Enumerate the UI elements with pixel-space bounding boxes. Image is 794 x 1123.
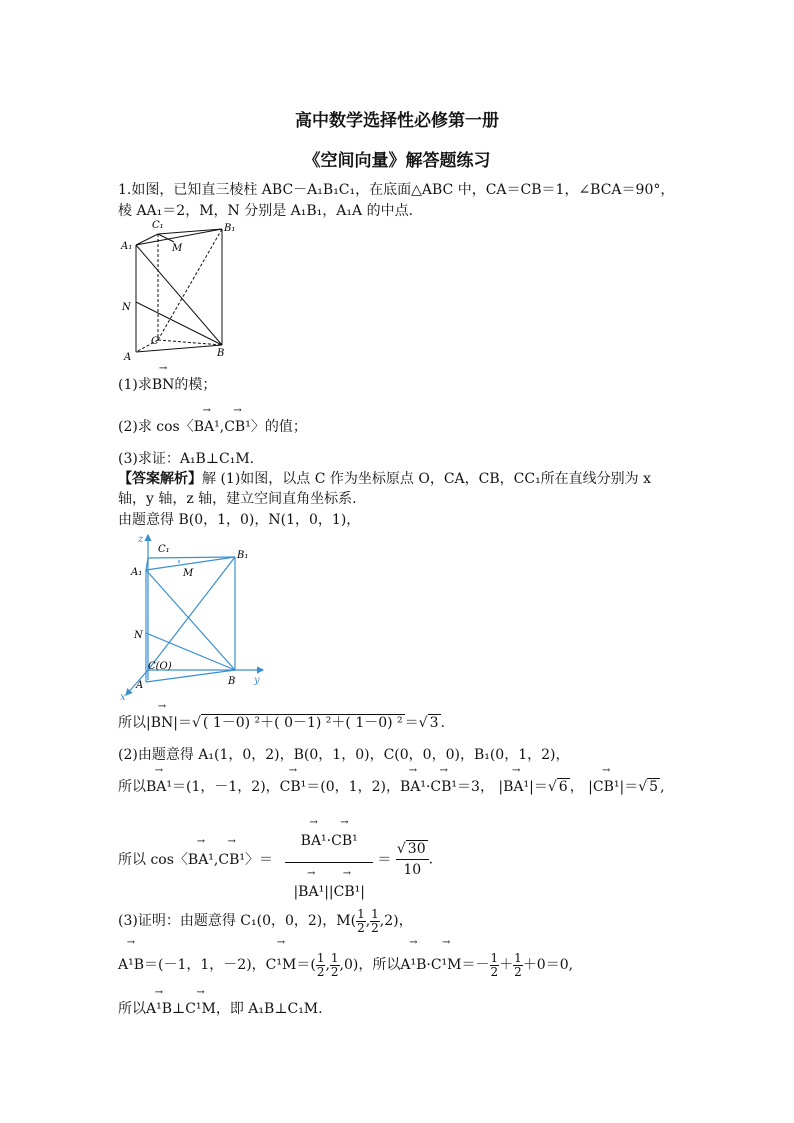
sol3-dot-a1b: → A¹B <box>400 950 426 980</box>
vector-bn: → BN <box>152 376 175 394</box>
fig1-label-a1: A₁ <box>121 241 133 252</box>
sol3-final-c1m: → C¹M <box>185 1000 216 1018</box>
solution-3-line-2 <box>118 950 573 980</box>
frac-num: 1 <box>357 906 365 921</box>
solution-3-line-1 <box>118 906 413 936</box>
answer-tag: 【答案解析】 <box>118 471 202 487</box>
sol1-result: 3 <box>429 715 439 731</box>
fig2-label-a: A <box>136 680 144 691</box>
fig2-label-co: C(O) <box>148 661 172 672</box>
sol3-prefix: (3)证明：由题意得 C₁(0，0，2)，M( <box>118 913 357 929</box>
sol3-half-4 <box>330 952 340 979</box>
sol2-mag2: 5 <box>649 779 659 795</box>
sol3-dot: · <box>426 957 431 973</box>
sol3-perp: ⊥ <box>172 1001 186 1017</box>
fig1-label-c: C <box>151 336 159 347</box>
sol2-result-fraction <box>396 839 429 880</box>
sol2-big-den: |→ BA¹||→ CB¹| <box>285 863 373 903</box>
sol3-c1m-post: ,0)，所以 <box>339 957 401 973</box>
sol2-num-cb1: → CB¹ <box>331 830 358 852</box>
sol3-half-5 <box>490 952 500 979</box>
fig2-axis-z: z <box>138 534 144 545</box>
frac-den: 2 <box>371 920 379 935</box>
sol3-dot-tail: ＋0＝0, <box>522 957 574 973</box>
sol3-half-2 <box>370 908 380 935</box>
sol2-result-num: √ 30 <box>396 839 429 860</box>
solution-2-line-1: (2)由题意得 A₁(1，0，2)，B(0，1，0)，C(0，0，0)，B₁(0，1，2)， <box>118 747 570 763</box>
sol2-cos-lhs <box>118 849 273 871</box>
sol2-dot: · <box>425 779 431 795</box>
fig1-label-b: B <box>217 348 225 359</box>
sol2-cos-cb1: → CB¹ <box>218 849 245 871</box>
sol2-prefix: 所以 <box>118 779 146 795</box>
frac-den: 2 <box>357 920 365 935</box>
frac-den: 2 <box>490 964 499 979</box>
sol1-mid: |＝ <box>173 715 192 731</box>
sol2-big-fraction <box>285 816 373 903</box>
vector-cb1: → CB¹ <box>224 418 251 436</box>
frac-num: 1 <box>371 906 379 921</box>
sol3-comma-2: , <box>325 957 330 973</box>
frac-num: 1 <box>514 950 522 965</box>
fig2-label-m: M <box>183 568 194 579</box>
sol2-dot-ba1: → BA¹ <box>400 778 426 796</box>
page-title: 高中数学选择性必修第一册 <box>295 111 499 131</box>
sol1-prefix: 所以| <box>118 715 151 731</box>
sol3-comma: , <box>365 913 371 929</box>
question-2 <box>118 418 307 436</box>
sol2-den-ba1: → BA¹ <box>298 881 324 903</box>
fig1-label-b1: B₁ <box>224 223 236 234</box>
sol3-line1-suffix: ,2)， <box>379 913 413 929</box>
sol3-half-3 <box>316 952 326 979</box>
problem-line-2: 棱 AA₁＝2，M，N 分别是 A₁B₁，A₁A 的中点. <box>118 203 414 219</box>
sol2-cos-prefix: 所以 cos〈 <box>118 851 188 868</box>
frac-den: 2 <box>330 964 339 979</box>
sol2-mag1-eq: |＝ <box>529 779 548 795</box>
sol2-big-num <box>285 816 373 863</box>
frac-den: 2 <box>316 964 325 979</box>
sol3-plus: ＋ <box>499 957 514 973</box>
frac-num: 1 <box>490 950 499 965</box>
sol2-num-dot: · <box>326 833 332 849</box>
q1-prefix: (1)求 <box>118 377 152 393</box>
sol3-c1m-pre: ＝( <box>296 957 316 973</box>
sol2-dot-value: ＝3， <box>457 779 494 795</box>
sol2-mag-ba1: → BA¹ <box>503 778 529 796</box>
frac-num: 1 <box>330 950 339 965</box>
sol3-half-6 <box>513 952 523 979</box>
vector-ba1: → BA¹ <box>194 418 220 436</box>
sol2-result-den: 10 <box>403 862 422 878</box>
sol2-dot-cb1: → CB¹ <box>430 778 457 796</box>
prism-figure <box>118 218 238 363</box>
sol3-vec-a1b: → A¹B <box>118 950 144 980</box>
q1-suffix: 的模； <box>174 377 217 393</box>
fig1-label-a: A <box>124 352 132 363</box>
fig2-label-n: N <box>134 630 143 641</box>
solution-2-cos <box>118 816 433 903</box>
sol2-vec-cb1: → CB¹ <box>280 778 307 796</box>
frac-num: 1 <box>316 950 325 965</box>
sol2-den-cb1: → CB¹ <box>334 881 361 903</box>
sol2-num-ba1: → BA¹ <box>301 830 327 852</box>
sol3-final-a1b: → A¹B <box>146 1000 172 1018</box>
sol3-half-1 <box>356 908 366 935</box>
page-subtitle: 《空间向量》解答题练习 <box>303 151 491 171</box>
sol2-cos-eq2: ＝ <box>377 851 392 868</box>
sol2-period: . <box>428 851 434 868</box>
answer-line-2: 轴，y 轴，z 轴，建立空间直角坐标系. <box>118 491 357 507</box>
sol2-result-radicand: 30 <box>407 841 426 857</box>
sol1-end: . <box>440 715 445 731</box>
solution-3-final <box>118 1000 323 1018</box>
sol2-mag1: 6 <box>558 779 568 795</box>
sol3-final-suffix: ，即 A₁B⊥C₁M. <box>215 1001 323 1017</box>
fig2-axis-x: x <box>120 692 126 703</box>
sol2-cb1-value: ＝(0，1，2)， <box>306 779 400 795</box>
fig1-label-c1: C₁ <box>152 220 164 231</box>
sol2-cos-ba1: → BA¹ <box>188 849 214 871</box>
sol3-dot-c1m: → C¹M <box>431 950 462 980</box>
sol2-cos-sep: , <box>213 851 219 868</box>
answer-text-1: 解 (1)如图，以点 C 作为坐标原点 O，CA，CB，CC₁所在直线分别为 x <box>202 471 652 487</box>
fig1-label-m: M <box>172 243 183 254</box>
solution-1: 所以|→ BN|＝√ ( 1－0) ²＋( 0－1) ²＋( 1－0) ² ＝√ 3 . <box>118 714 445 732</box>
sol3-final-prefix: 所以 <box>118 1001 146 1017</box>
question-3: (3)求证：A₁B⊥C₁M. <box>118 451 255 467</box>
frac-den: 2 <box>514 964 522 979</box>
sol1-eq: ＝ <box>404 715 419 731</box>
sol2-ba1-value: ＝(1，－1，2)， <box>172 779 280 795</box>
sol3-a1b-value: ＝(－1，1，－2)， <box>144 957 266 973</box>
fig2-label-c1: C₁ <box>158 544 170 555</box>
fig2-axis-y: y <box>254 675 260 686</box>
sol2-mag-cb1: → CB¹ <box>593 778 620 796</box>
fig2-label-b1: B₁ <box>237 550 249 561</box>
sol3-dot-eq: ＝－ <box>461 957 490 973</box>
q2-prefix: (2)求 cos〈 <box>118 419 194 435</box>
question-1 <box>118 376 216 394</box>
q2-sep: , <box>219 419 225 435</box>
sol2-cos-eq: 〉＝ <box>245 851 273 868</box>
solution-2-line-2: 所以→ BA¹＝(1，－1，2)，→ CB¹＝(0，1，2)，→ BA¹·→ CB¹＝3， |→ BA¹|＝√ 6 ， |→ CB¹|＝√ 5 , <box>118 778 665 796</box>
fig1-label-n: N <box>122 302 131 313</box>
sol2-end: , <box>660 779 665 795</box>
problem-line-1: 1.如图，已知直三棱柱 ABC－A₁B₁C₁，在底面△ABC 中，CA＝CB＝1，∠BCA＝90°， <box>118 182 675 198</box>
coordinate-prism-figure <box>118 530 268 705</box>
sol1-radicand: ( 1－0) ²＋( 0－1) ²＋( 1－0) ² <box>202 715 403 731</box>
sol1-vector-bn: → BN <box>151 714 174 732</box>
answer-line-1 <box>118 470 651 488</box>
sol3-vec-c1m: → C¹M <box>266 950 297 980</box>
answer-line-3: 由题意得 B(0，1，0)，N(1，0，1)， <box>118 512 361 528</box>
fig2-label-a1: A₁ <box>131 567 143 578</box>
sol2-vec-ba1: → BA¹ <box>146 778 172 796</box>
sol2-mag2-eq: |＝ <box>619 779 639 795</box>
fig2-label-b: B <box>228 676 236 687</box>
q2-suffix: 〉的值； <box>250 419 307 435</box>
